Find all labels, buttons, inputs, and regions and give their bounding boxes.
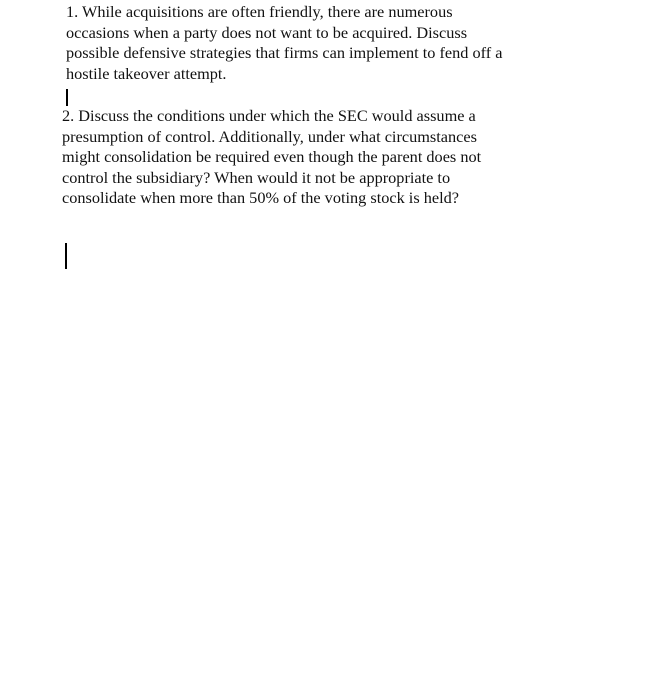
question-1-line: 1. While acquisitions are often friendly, there are numerous (66, 2, 453, 21)
question-2-line: 2. Discuss the conditions under which the SEC would assume a (62, 106, 476, 125)
question-1-line: possible defensive strategies that firms can implement to fend off a (66, 43, 503, 62)
question-1 (66, 2, 502, 84)
question-2-line: consolidate when more than 50% of the voting stock is held? (62, 188, 459, 207)
question-2-line: might consolidation be required even though the parent does not (62, 147, 482, 166)
text-cursor (65, 243, 67, 269)
question-2 (62, 106, 481, 209)
question-1-line: occasions when a party does not want to be acquired. Discuss (66, 22, 468, 42)
question-2-line: control the subsidiary? When would it not be appropriate to (62, 167, 451, 187)
question-1-line: hostile takeover attempt. (66, 63, 227, 83)
text-cursor (66, 89, 68, 106)
question-2-line: presumption of control. Additionally, under what circumstances (62, 126, 477, 146)
